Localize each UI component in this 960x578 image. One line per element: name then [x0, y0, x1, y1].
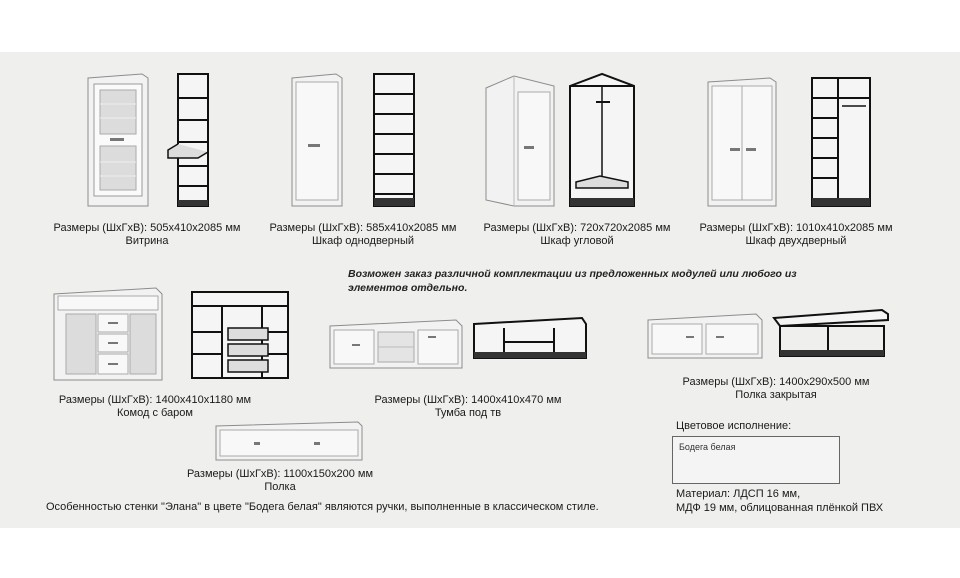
wardrobe-corner-open-illustration [566, 72, 638, 208]
caption-dims: Размеры (ШхГхВ): 1400x290x500 мм [682, 376, 870, 388]
wall-shelf-illustration [214, 420, 364, 462]
caption-dims: Размеры (ШхГхВ): 720x720x2085 мм [483, 222, 671, 234]
caption-wardrobe-corner [470, 222, 684, 248]
caption-dims: Размеры (ШхГхВ): 1400x410x470 мм [374, 394, 562, 406]
color-title: Цветовое исполнение: [676, 420, 792, 432]
dresser-closed-illustration [52, 286, 164, 382]
caption-dims: Размеры (ШхГхВ): 585x410x2085 мм [269, 222, 457, 234]
caption-name: Шкаф однодверный [311, 235, 415, 247]
caption-name: Полка закрытая [735, 389, 817, 401]
caption-wall-shelf [170, 468, 390, 494]
shelf-open-illustration [772, 306, 890, 358]
caption-name: Витрина [125, 235, 169, 247]
wardrobe-corner-closed-illustration [484, 72, 556, 208]
caption-dims: Размеры (ШхГхВ): 1400x410x1180 мм [58, 394, 252, 406]
caption-name: Шкаф двухдверный [745, 235, 847, 247]
caption-vitrina [42, 222, 252, 248]
material-line-2: МДФ 19 мм, облицованная плёнкой ПВХ [676, 502, 884, 514]
caption-dims: Размеры (ШхГхВ): 1010x410x2085 мм [699, 222, 893, 234]
tv-stand-open-illustration [470, 314, 590, 360]
caption-dims: Размеры (ШхГхВ): 1100x150x200 мм [186, 468, 374, 480]
caption-name: Тумба под тв [434, 407, 502, 419]
color-swatch [672, 436, 840, 484]
caption-wardrobe-double [684, 222, 908, 248]
shelf-closed-illustration [646, 312, 764, 360]
material-info [676, 487, 883, 515]
tv-stand-closed-illustration [328, 318, 464, 370]
dresser-open-illustration [188, 288, 292, 380]
caption-shelf-closed [666, 376, 886, 402]
vitrina-closed-illustration [86, 72, 150, 208]
caption-name: Полка [264, 481, 296, 493]
caption-dims: Размеры (ШхГхВ): 505x410x2085 мм [53, 222, 241, 234]
caption-dresser [42, 394, 268, 420]
wardrobe-double-closed-illustration [706, 76, 778, 208]
caption-wardrobe-single [256, 222, 470, 248]
caption-name: Шкаф угловой [540, 235, 614, 247]
wardrobe-double-open-illustration [808, 76, 874, 208]
wardrobe-single-closed-illustration [290, 72, 344, 208]
material-line-1: Материал: ЛДСП 16 мм, [676, 488, 801, 500]
caption-tv-stand [356, 394, 580, 420]
configuration-note: Возможен заказ различной комплектации из предложенных модулей или любого из элементов отдельно. [348, 268, 797, 294]
swatch-label: Бодега белая [679, 442, 736, 452]
vitrina-open-illustration [164, 72, 220, 208]
caption-name: Комод с баром [117, 407, 193, 419]
wardrobe-single-open-illustration [370, 72, 418, 208]
footer-note: Особенностью стенки "Элана" в цвете "Бодега белая" являются ручки, выполненные в классическом стиле. [46, 501, 599, 513]
